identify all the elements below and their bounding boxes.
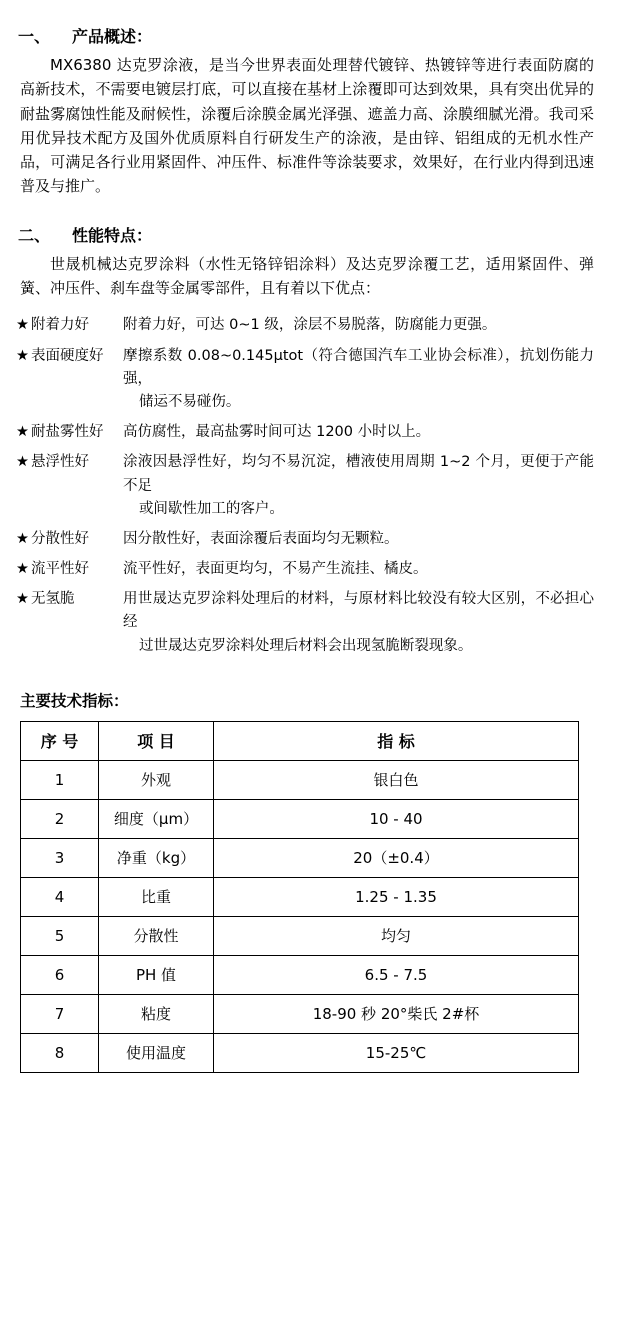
- feature-description-line1: 用世晟达克罗涂料处理后的材料，与原材料比较没有较大区别，不必担心经: [123, 591, 594, 631]
- cell-index: 6: [21, 955, 99, 994]
- cell-item: PH 值: [99, 955, 214, 994]
- section-number-1: 一、: [18, 27, 51, 46]
- table-row: [21, 799, 579, 838]
- table-header-row: [21, 721, 579, 760]
- section-heading-2: [18, 223, 618, 246]
- table-row: [21, 1033, 579, 1072]
- cell-item: 比重: [99, 877, 214, 916]
- cell-index: 1: [21, 760, 99, 799]
- feature-description: 附着力好，可达 0~1 级，涂层不易脱落，防腐能力更强。: [123, 317, 497, 334]
- feature-term: 附着力好: [31, 317, 89, 334]
- cell-item: 使用温度: [99, 1033, 214, 1072]
- features-gap: [0, 300, 618, 308]
- section-number-2: 二、: [18, 225, 51, 245]
- feature-item: [16, 528, 594, 551]
- star-icon: ★: [16, 591, 29, 608]
- feature-term: 分散性好: [31, 530, 89, 547]
- cell-item: 细度（μm）: [99, 799, 214, 838]
- feature-item: [16, 558, 594, 581]
- star-icon: ★: [16, 317, 29, 334]
- cell-item: 粘度: [99, 994, 214, 1033]
- cell-index: 7: [21, 994, 99, 1033]
- feature-term: 流平性好: [31, 561, 89, 578]
- star-icon: ★: [16, 530, 29, 547]
- feature-description: [123, 588, 594, 658]
- feature-description: 高仿腐性，最高盐雾时间可达 1200 小时以上。: [123, 424, 431, 441]
- feature-description-line2: 储运不易碰伤。: [138, 393, 241, 410]
- feature-description-line2: 过世晟达克罗涂料处理后材料会出现氢脆断裂现象。: [138, 637, 473, 654]
- feature-term: 无氢脆: [31, 591, 75, 608]
- feature-description-line1: 涂液因悬浮性好，均匀不易沉淀，槽液使用周期 1~2 个月，更便于产能不足: [123, 454, 594, 494]
- cell-index: 3: [21, 838, 99, 877]
- feature-term: 耐盐雾性好: [31, 424, 104, 441]
- cell-index: 5: [21, 916, 99, 955]
- feature-description: 流平性好，表面更均匀，不易产生流挂、橘皮。: [123, 561, 428, 578]
- table-row: [21, 760, 579, 799]
- cell-spec: 1.25 - 1.35: [214, 877, 579, 916]
- cell-item: 分散性: [99, 916, 214, 955]
- table-row: [21, 916, 579, 955]
- star-icon: ★: [16, 347, 29, 364]
- star-icon: ★: [16, 424, 29, 441]
- table-title: 主要技术指标：: [20, 691, 129, 710]
- top-spacer: [0, 0, 618, 24]
- cell-spec: 15-25℃: [214, 1033, 579, 1072]
- feature-description: [123, 345, 594, 415]
- feature-term: 表面硬度好: [31, 347, 104, 364]
- section-title-1: 产品概述：: [72, 27, 153, 46]
- section-heading-1: [18, 24, 618, 47]
- table-gap: [0, 665, 618, 689]
- cell-spec: 18-90 秒 20°柴氏 2#杯: [214, 994, 579, 1033]
- feature-item: [16, 314, 594, 337]
- cell-index: 4: [21, 877, 99, 916]
- cell-spec: 均匀: [214, 916, 579, 955]
- section-paragraph-2: 世晟机械达克罗涂料（水性无铬锌铝涂料）及达克罗涂覆工艺，适用紧固件、弹簧、冲压件、刹车盘等金属零部件，且有着以下优点：: [20, 254, 594, 298]
- cell-item: 外观: [99, 760, 214, 799]
- feature-description-line2: 或间歇性加工的客户。: [138, 500, 284, 517]
- cell-spec: 20（±0.4）: [214, 838, 579, 877]
- table-row: [21, 838, 579, 877]
- section-paragraph-1: MX6380 达克罗涂液，是当今世界表面处理替代镀锌、热镀锌等进行表面防腐的高新技术，不需要电镀层打底，可以直接在基材上涂覆即可达到效果，具有突出优异的耐盐雾腐蚀性能及耐候性，涂覆后涂膜金属光泽强、遮盖力高、涂膜细腻光滑。我司采用优异技术配方及国外优质原料自行研发生产的涂液，是由锌、铝组成的无机水性产品，可满足各行业用紧固件、冲压件、标准件等涂装要求，效果好，在行业内得到迅速普及与推广。: [20, 56, 594, 196]
- table-row: [21, 877, 579, 916]
- feature-item: [16, 588, 594, 658]
- table-header-cell-spec: 指 标: [214, 721, 579, 760]
- section-title-2: 性能特点：: [72, 225, 153, 245]
- table-header-cell-item: 项 目: [99, 721, 214, 760]
- cell-index: 8: [21, 1033, 99, 1072]
- feature-item: [16, 421, 594, 444]
- feature-description: [123, 451, 594, 521]
- cell-spec: 6.5 - 7.5: [214, 955, 579, 994]
- cell-index: 2: [21, 799, 99, 838]
- feature-item: [16, 345, 594, 415]
- cell-item: 净重（kg）: [99, 838, 214, 877]
- feature-item: [16, 451, 594, 521]
- spec-table: [20, 721, 579, 1073]
- table-header-cell-index: 序 号: [21, 721, 99, 760]
- feature-description: 因分散性好，表面涂覆后表面均匀无颗粒。: [123, 530, 399, 547]
- section-gap-1: [0, 199, 618, 223]
- feature-description-line1: 摩擦系数 0.08~0.145μtot（符合德国汽车工业协会标准），抗划伤能力强，: [123, 347, 594, 387]
- feature-term: 悬浮性好: [31, 454, 89, 471]
- star-icon: ★: [16, 454, 29, 471]
- cell-spec: 银白色: [214, 760, 579, 799]
- star-icon: ★: [16, 561, 29, 578]
- table-row: [21, 955, 579, 994]
- cell-spec: 10 - 40: [214, 799, 579, 838]
- table-row: [21, 994, 579, 1033]
- feature-list: [16, 314, 594, 657]
